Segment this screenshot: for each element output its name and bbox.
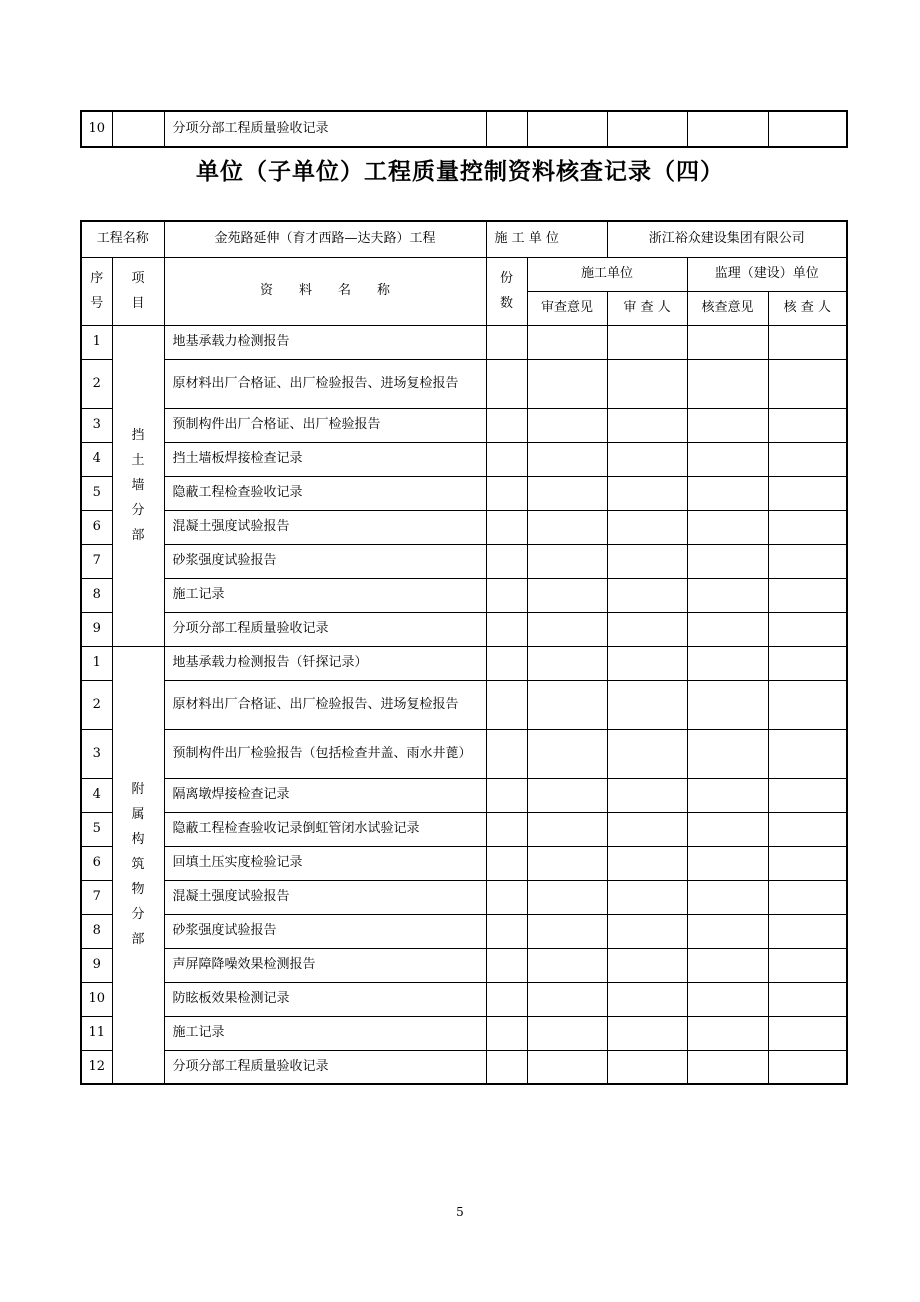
review-opinion-cell [527,1016,607,1050]
table-row [81,408,847,442]
check-opinion-cell [687,846,768,880]
row-number: 7 [81,544,112,578]
copies-cell [486,914,527,948]
document-name: 施工记录 [164,1016,486,1050]
checker-cell [768,729,847,778]
checker-cell [768,476,847,510]
row-number: 10 [81,982,112,1016]
checker-cell [768,578,847,612]
check-opinion-cell [687,510,768,544]
check-opinion-cell [687,914,768,948]
checker-cell [768,1050,847,1084]
reviewer-cell [607,325,687,359]
table-row [81,476,847,510]
document-name: 砂浆强度试验报告 [164,544,486,578]
document-name: 隐蔽工程检查验收记录倒虹管闭水试验记录 [164,812,486,846]
document-name: 防眩板效果检测记录 [164,982,486,1016]
copies-cell [486,325,527,359]
row-number: 5 [81,812,112,846]
check-opinion-cell [687,476,768,510]
copies-cell [486,982,527,1016]
row-number: 2 [81,680,112,729]
review-opinion-cell [527,680,607,729]
reviewer-cell [607,646,687,680]
item-header [112,257,164,325]
copies-cell [486,408,527,442]
review-opinion-cell [527,646,607,680]
table-row [81,442,847,476]
row-number: 2 [81,359,112,408]
reviewer-cell [607,846,687,880]
check-opinion-cell [687,578,768,612]
table-row [81,778,847,812]
check-opinion-cell [687,812,768,846]
reviewer-cell [607,510,687,544]
checker-cell [768,408,847,442]
table-row [81,880,847,914]
document-name: 挡土墙板焊接检查记录 [164,442,486,476]
row-number: 1 [81,325,112,359]
check-opinion-cell [687,612,768,646]
table-row [81,612,847,646]
copies-cell [486,476,527,510]
review-opinion-cell [527,914,607,948]
row-number: 3 [81,729,112,778]
table-row [81,680,847,729]
doc-name-header: 资 料 名 称 [164,257,486,325]
check-opinion-cell [687,982,768,1016]
reviewer-cell [607,1050,687,1084]
reviewer-cell [607,914,687,948]
document-name: 分项分部工程质量验收记录 [164,1050,486,1084]
copies-cell [486,812,527,846]
review-opinion-cell [527,408,607,442]
copies-cell [486,544,527,578]
copies-cell [486,778,527,812]
document-name: 砂浆强度试验报告 [164,914,486,948]
check-opinion-cell [687,359,768,408]
review-opinion-cell [527,325,607,359]
quality-control-check-table [80,220,848,1085]
table-row [81,1050,847,1084]
document-name: 地基承载力检测报告（钎探记录） [164,646,486,680]
checker-cell [768,880,847,914]
check-opinion-header: 核查意见 [687,291,768,325]
review-opinion-cell [527,982,607,1016]
row-number: 10 [81,111,112,147]
document-name: 声屏障降噪效果检测报告 [164,948,486,982]
checker-header: 核 查 人 [768,291,847,325]
document-name: 隔离墩焊接检查记录 [164,778,486,812]
group-name [112,325,164,646]
group-name-text: 挡土墙分部 [131,428,145,543]
document-name: 施工记录 [164,578,486,612]
seq-header [81,257,112,325]
checker-cell [768,510,847,544]
reviewer-cell [607,948,687,982]
review-opinion-cell [527,578,607,612]
check-opinion-cell [687,442,768,476]
reviewer-cell [607,778,687,812]
copies-cell [486,442,527,476]
row-number: 11 [81,1016,112,1050]
reviewer-cell [607,1016,687,1050]
document-name: 预制构件出厂检验报告（包括检查井盖、雨水井蓖） [164,729,486,778]
checker-cell [768,812,847,846]
checker-cell [768,646,847,680]
document-name: 回填土压实度检验记录 [164,846,486,880]
check-opinion-cell [687,1016,768,1050]
copies-cell [486,880,527,914]
copies-cell [486,680,527,729]
review-opinion-cell [527,880,607,914]
row-number: 9 [81,948,112,982]
page-number: 5 [456,1205,464,1219]
supervision-unit-header: 监理（建设）单位 [687,257,847,291]
table-row [81,510,847,544]
document-name: 分项分部工程质量验收记录 [164,612,486,646]
row-number: 6 [81,510,112,544]
row-number: 4 [81,778,112,812]
table-row [81,544,847,578]
row-number: 5 [81,476,112,510]
document-name: 隐蔽工程检查验收记录 [164,476,486,510]
review-opinion-cell [527,612,607,646]
checker-cell [768,1016,847,1050]
row-number: 8 [81,578,112,612]
checker-cell [768,544,847,578]
checker-cell [768,325,847,359]
document-name: 混凝土强度试验报告 [164,510,486,544]
checker-cell [768,948,847,982]
checker-cell [768,612,847,646]
row-number: 8 [81,914,112,948]
table-row [81,646,847,680]
check-opinion-cell [687,1050,768,1084]
table-row [81,1016,847,1050]
reviewer-cell [607,359,687,408]
copies-cell [486,846,527,880]
row-number: 12 [81,1050,112,1084]
seq-header-text: 序号 [90,271,104,311]
copies-cell [486,1050,527,1084]
table-row [81,578,847,612]
table-row [81,948,847,982]
reviewer-cell [607,476,687,510]
check-opinion-cell [687,544,768,578]
table-row [81,812,847,846]
copies-cell [486,510,527,544]
review-opinion-cell [527,846,607,880]
project-name-value: 金苑路延伸（育才西路—达夫路）工程 [164,221,486,257]
reviewer-cell [607,442,687,476]
item-header-text: 项目 [131,271,145,311]
constructor-value: 浙江裕众建设集团有限公司 [607,221,847,257]
copies-cell [486,948,527,982]
reviewer-cell [607,729,687,778]
checker-cell [768,982,847,1016]
document-name: 地基承载力检测报告 [164,325,486,359]
row-number: 6 [81,846,112,880]
review-opinion-cell [527,510,607,544]
document-name: 原材料出厂合格证、出厂检验报告、进场复检报告 [164,359,486,408]
row-number: 7 [81,880,112,914]
copies-header [486,257,527,325]
table-row [81,359,847,408]
constructor-label: 施 工 单 位 [486,221,607,257]
copies-cell [486,578,527,612]
review-opinion-cell [527,359,607,408]
reviewer-cell [607,408,687,442]
check-opinion-cell [687,680,768,729]
reviewer-cell [607,812,687,846]
group-name [112,646,164,1084]
document-name: 分项分部工程质量验收记录 [164,111,486,147]
reviewer-cell [607,612,687,646]
checker-cell [768,680,847,729]
checker-cell [768,914,847,948]
check-opinion-cell [687,778,768,812]
project-name-label: 工程名称 [81,221,164,257]
check-opinion-cell [687,880,768,914]
copies-cell [486,359,527,408]
previous-page-table-tail [80,110,848,148]
table-row [81,982,847,1016]
table-row [81,111,847,147]
table-row [81,325,847,359]
reviewer-header: 审 查 人 [607,291,687,325]
check-opinion-cell [687,325,768,359]
check-opinion-cell [687,729,768,778]
copies-cell [486,646,527,680]
copies-cell [486,729,527,778]
reviewer-cell [607,680,687,729]
row-number: 9 [81,612,112,646]
row-number: 4 [81,442,112,476]
review-opinion-cell [527,729,607,778]
reviewer-cell [607,880,687,914]
review-opinion-cell [527,442,607,476]
table-row [81,914,847,948]
header-row [81,257,847,291]
checker-cell [768,778,847,812]
construction-unit-header: 施工单位 [527,257,687,291]
checker-cell [768,442,847,476]
row-number: 3 [81,408,112,442]
check-opinion-cell [687,646,768,680]
copies-cell [486,612,527,646]
copies-header-text: 份数 [500,271,514,311]
row-number: 1 [81,646,112,680]
review-opinion-cell [527,476,607,510]
review-opinion-cell [527,812,607,846]
checker-cell [768,359,847,408]
check-opinion-cell [687,948,768,982]
review-opinion-header: 审查意见 [527,291,607,325]
document-name: 原材料出厂合格证、出厂检验报告、进场复检报告 [164,680,486,729]
project-info-row [81,221,847,257]
table-row [81,729,847,778]
check-opinion-cell [687,408,768,442]
review-opinion-cell [527,544,607,578]
reviewer-cell [607,578,687,612]
review-opinion-cell [527,948,607,982]
reviewer-cell [607,544,687,578]
copies-cell [486,1016,527,1050]
page-title: 单位（子单位）工程质量控制资料核查记录（四） [196,158,724,185]
document-name: 混凝土强度试验报告 [164,880,486,914]
checker-cell [768,846,847,880]
document-name: 预制构件出厂合格证、出厂检验报告 [164,408,486,442]
review-opinion-cell [527,778,607,812]
review-opinion-cell [527,1050,607,1084]
group-name-text: 附属构筑物分部 [131,782,145,948]
reviewer-cell [607,982,687,1016]
table-row [81,846,847,880]
